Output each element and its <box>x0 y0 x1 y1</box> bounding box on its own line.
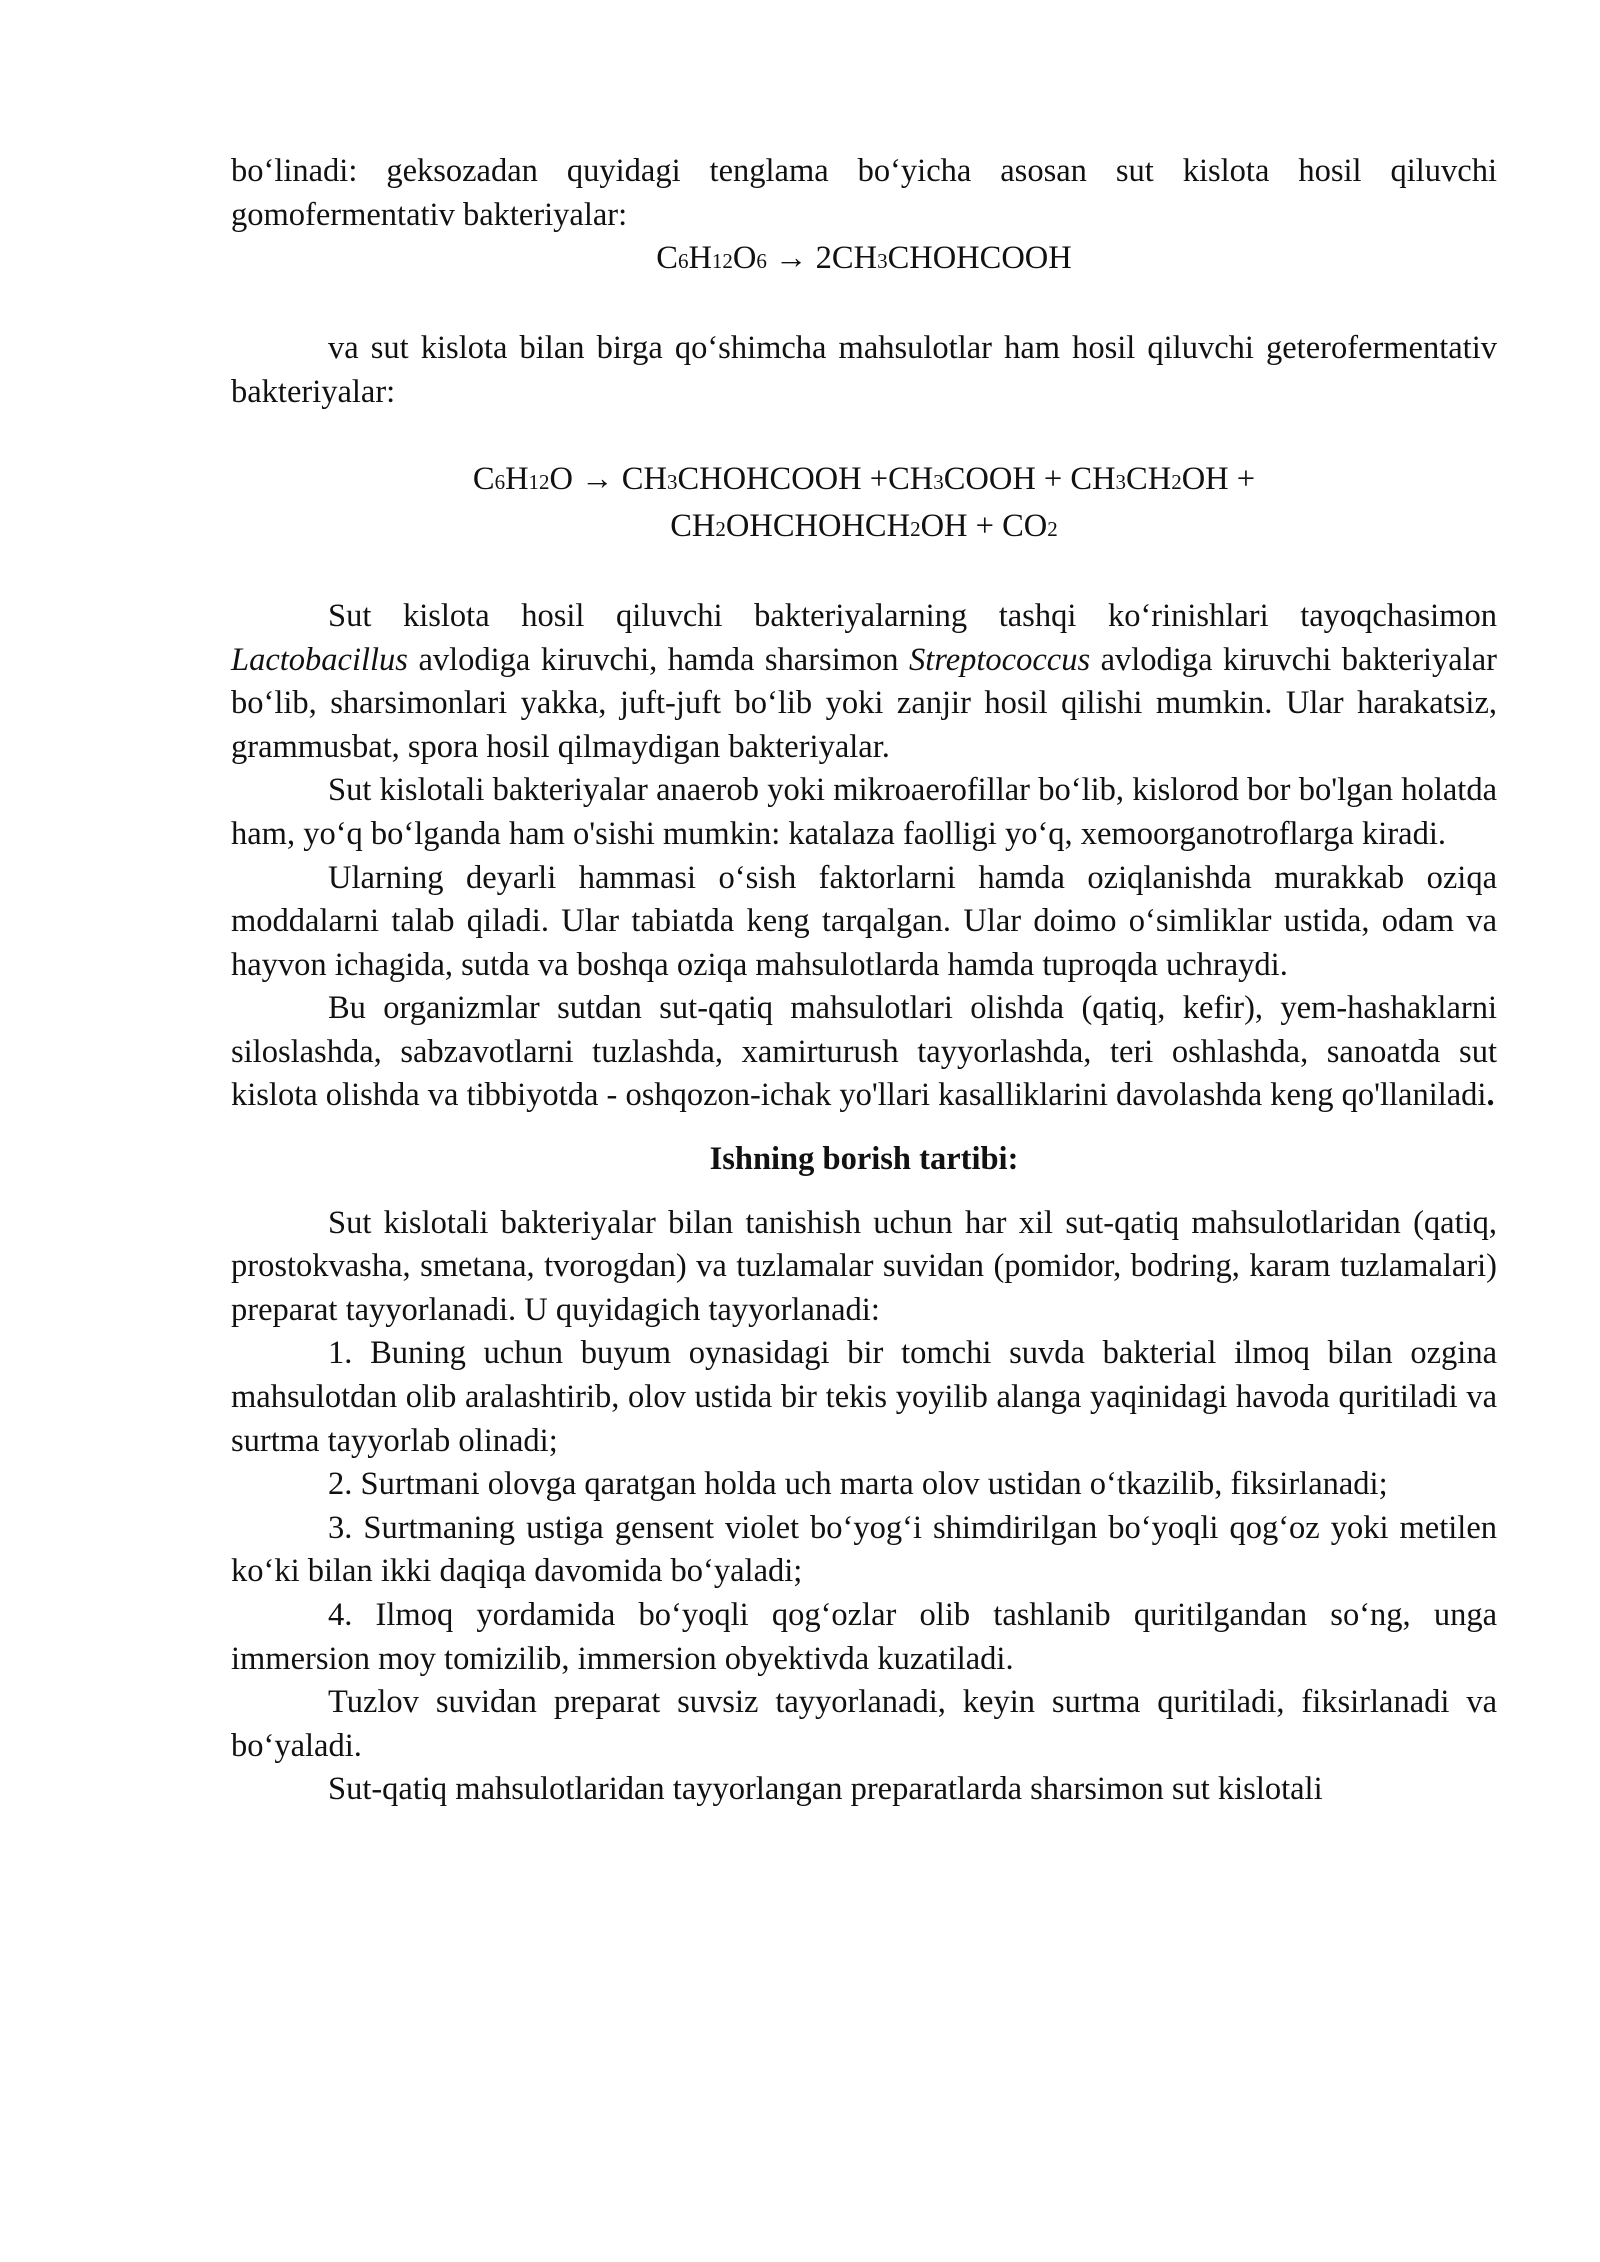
paragraph-brine-preparation: Tuzlov suvidan preparat suvsiz tayyorlanadi, keyin surtma quritiladi, fiksirlanadi va bo‘yaladi. <box>231 1684 1497 1764</box>
paragraph-intro: bo‘linadi: geksozadan quyidagi tenglama bo‘yicha asosan sut kislota hosil qiluvchi gomofermentativ bakteriyalar: <box>231 153 1497 233</box>
section-heading: Ishning borish tartibi: <box>709 1141 1019 1178</box>
paragraph-dairy-preparations: Sut-qatiq mahsulotlaridan tayyorlangan preparatlarda sharsimon sut kislotali <box>328 1771 1323 1808</box>
paragraph-applications: Bu organizmlar sutdan sut-qatiq mahsulotlari olishda (qatiq, kefir), yem-hashaklarni siloslashda, sabzavotlarni tuzlashda, xamirturush tayyorlashda, teri oshlashda, sanoatda sut kislota olishda va tibbiyotda - oshqozon-ichak yo'llari kasalliklarini davolashda keng qo'llaniladi. <box>231 990 1497 1114</box>
paragraph-physiology: Sut kislotali bakteriyalar anaerob yoki mikroaerofillar bo‘lib, kislorod bor bo'lgan holatda ham, yo‘q bo‘lganda ham o'sishi mumkin: katalaza faolligi yo‘q, xemoorganotroflarga kiradi. <box>231 772 1497 852</box>
procedure-step-2: 2. Surtmani olovga qaratgan holda uch marta olov ustidan o‘tkazilib, fiksirlanadi; <box>328 1466 1388 1503</box>
genus-streptococcus: Streptococcus <box>909 641 1091 678</box>
procedure-step-3: 3. Surtmaning ustiga gensent violet bo‘yog‘i shimdirilgan bo‘yoqli qog‘oz yoki metilen ko‘ki bilan ikki daqiqa davomida bo‘yaladi; <box>231 1509 1497 1590</box>
formula-heterofermentative-line1: C6H12O → CH3CHOHCOOH +CH3COOH + CH3CH2OH + <box>472 461 1256 498</box>
paragraph-heterofermentative: va sut kislota bilan birga qo‘shimcha mahsulotlar ham hosil qiluvchi geterofermentativ bakteriyalar: <box>231 330 1497 410</box>
paragraph-morphology: Sut kislota hosil qiluvchi bakteriyalarning tashqi ko‘rinishlari tayoqchasimon Lactobacillus avlodiga kiruvchi, hamda sharsimon Streptococcus avlodiga kiruvchi bakteriyalar bo‘lib, sharsimonlari yakka, juft-juft bo‘lib yoki zanjir hosil qilishi mumkin. Ular harakatsiz, grammusbat, spora hosil qilmaydigan bakteriyalar. <box>231 597 1497 765</box>
paragraph-procedure-intro: Sut kislotali bakteriyalar bilan tanishish uchun har xil sut-qatiq mahsulotlaridan (qatiq, prostokvasha, smetana, tvorogdan) va tuzlamalar suvidan (pomidor, bodring, karam tuzlamalari) preparat tayyorlanadi. U quyidagich tayyorlanadi: <box>231 1204 1497 1328</box>
document-page <box>231 150 1497 1812</box>
paragraph-habitat: Ularning deyarli hammasi o‘sish faktorlarni hamda oziqlanishda murakkab oziqa moddalarni talab qiladi. Ular tabiatda keng tarqalgan. Ular doimo o‘simliklar ustida, odam va hayvon ichagida, sutda va boshqa oziqa mahsulotlarda hamda tuproqda uchraydi. <box>231 859 1497 983</box>
formula-homofermentative: C6H12O6 → 2CH3CHOHCOOH <box>656 240 1072 277</box>
genus-lactobacillus: Lactobacillus <box>231 641 408 678</box>
procedure-step-1: 1. Buning uchun buyum oynasidagi bir tomchi suvda bakterial ilmoq bilan ozgina mahsulotdan olib aralashtirib, olov ustida bir tekis yoyilib alanga yaqinidagi havoda quritiladi va surtma tayyorlab olinadi; <box>231 1335 1497 1459</box>
procedure-step-4: 4. Ilmoq yordamida bo‘yoqli qog‘ozlar olib tashlanib quritilgandan so‘ng, unga immersion moy tomizilib, immersion obyektivda kuzatiladi. <box>231 1597 1497 1677</box>
formula-heterofermentative-line2: CH2OHCHOHCH2OH + CO2 <box>670 507 1058 544</box>
